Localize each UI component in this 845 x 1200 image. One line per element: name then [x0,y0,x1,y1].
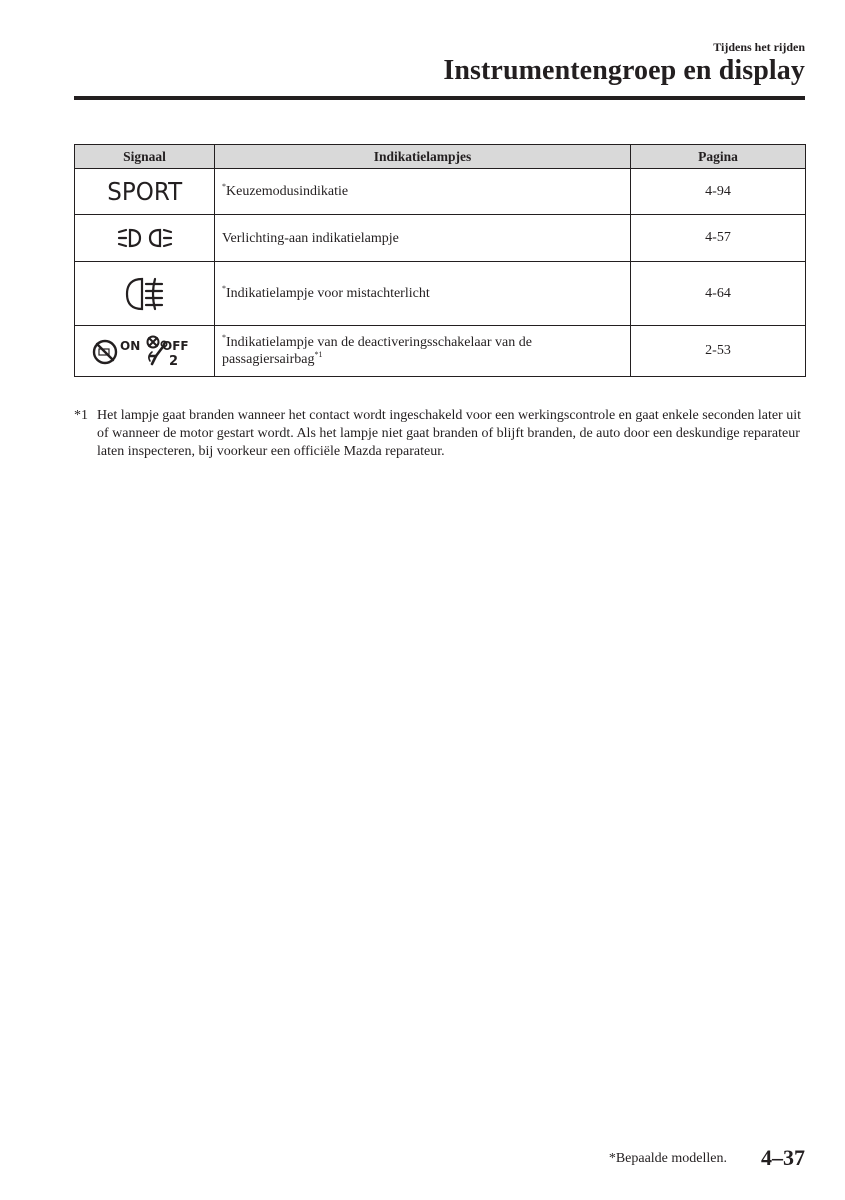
table-row [75,215,806,262]
column-header-indication: Indikatielampjes [215,145,631,169]
page-cell: 4-94 [631,169,806,215]
section-heading: Tijdens het rijden [713,40,805,54]
indication-text: Indikatielampje van de deactiveringsschakelaar van de passagiersairbag [222,335,532,367]
page-cell: 4-64 [631,262,806,326]
availability-star: * [222,182,226,191]
signal-cell [75,215,215,262]
indication-text: Keuzemodusindikatie [226,184,349,199]
indication-text: Verlichting-aan indikatielampje [222,230,399,246]
column-header-signal: Signaal [75,145,215,169]
table-header-row [75,145,806,169]
indicator-table [74,144,806,377]
signal-cell [75,262,215,326]
title-rule [74,96,805,100]
footnote-reference: *1 [314,350,323,359]
footnote [74,407,809,461]
footnote-mark: *1 [74,408,88,423]
airbag-off-label: OFF [161,339,189,353]
sport-indicator-icon: SPORT [107,177,182,206]
availability-star: * [222,284,226,293]
indication-cell [215,215,631,262]
page-cell: 4-57 [631,215,806,262]
indication-text: Indikatielampje voor mistachterlicht [226,286,430,301]
indication-cell [215,326,631,377]
indication-cell [215,262,631,326]
footnote-text: Het lampje gaat branden wanneer het contact wordt ingeschakeld voor een werkingscontrole en gaat enkele seconden later uit of wanneer de motor gestart wordt. Als het lampje niet gaat branden of blijft branden, de auto door een deskundige reparateur laten inspecteren, bij voorkeur een officiële Mazda reparateur. [97,408,801,459]
table-row [75,262,806,326]
indication-cell [215,169,631,215]
passenger-airbag-deactivation-icon [90,334,200,368]
rear-fog-light-icon [122,276,168,312]
signal-cell [75,169,215,215]
table-row [75,326,806,377]
signal-cell [75,326,215,377]
availability-star: * [222,333,226,342]
table-row [75,169,806,215]
page-title: Instrumentengroep en display [443,55,805,86]
page-number: 4–37 [761,1145,805,1170]
column-header-page: Pagina [631,145,806,169]
page-cell: 2-53 [631,326,806,377]
airbag-seat-number: 2 [168,354,178,368]
lights-on-icon [115,226,175,250]
models-note: *Bepaalde modellen. [608,1151,727,1166]
airbag-on-label: ON [119,339,140,353]
